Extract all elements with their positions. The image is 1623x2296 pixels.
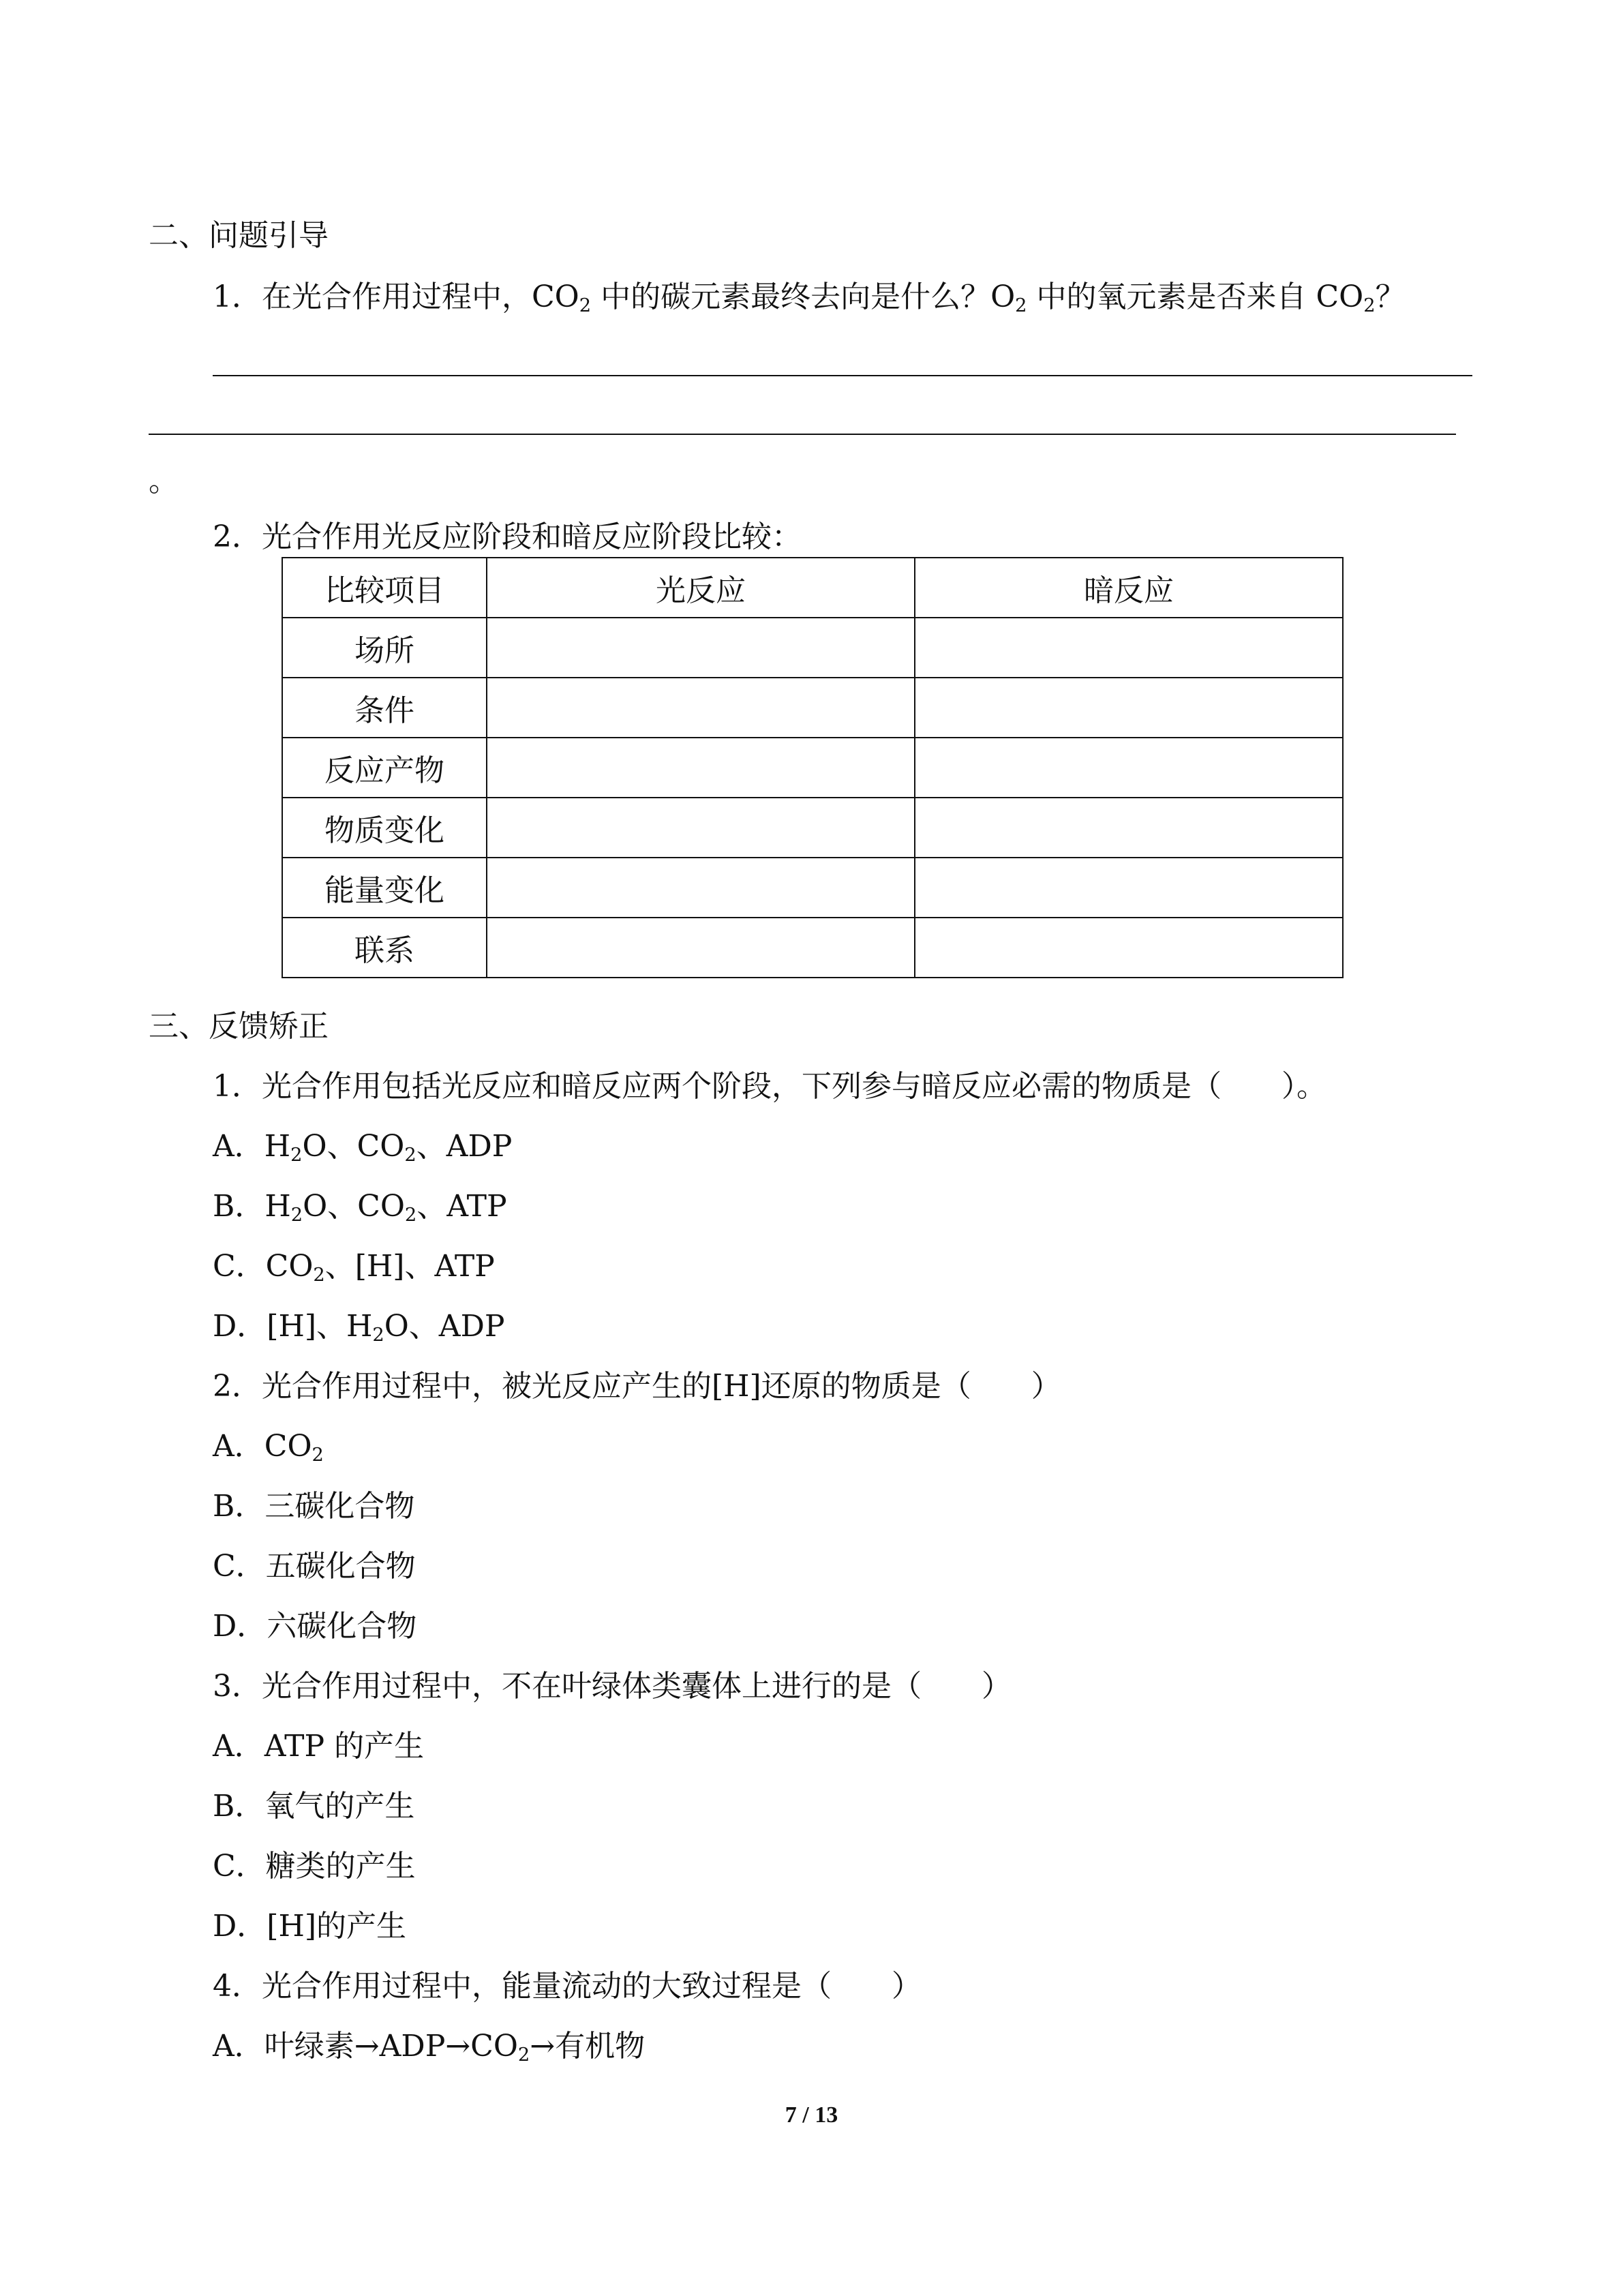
table-row-label: 联系 xyxy=(282,918,487,978)
table-row-label: 反应产物 xyxy=(282,738,487,798)
table-cell-dark[interactable] xyxy=(915,798,1343,858)
table-cell-light[interactable] xyxy=(487,858,915,918)
table-cell-light[interactable] xyxy=(487,798,915,858)
table-header-dark: 暗反应 xyxy=(915,558,1343,618)
table-cell-light[interactable] xyxy=(487,618,915,678)
table-cell-dark[interactable] xyxy=(915,738,1343,798)
table-cell-light[interactable] xyxy=(487,918,915,978)
option-3-1-b[interactable]: B．$H_2O$、$CO_2$、ATP xyxy=(213,1189,507,1226)
table-cell-dark[interactable] xyxy=(915,678,1343,738)
table-row-label: 物质变化 xyxy=(282,798,487,858)
table-row xyxy=(282,858,1343,918)
question-3-4: 4．光合作用过程中，能量流动的大致过程是（ ） xyxy=(213,1969,922,2004)
table-cell-dark[interactable] xyxy=(915,618,1343,678)
table-header-item: 比较项目 xyxy=(282,558,487,618)
option-3-2-d[interactable]: D．六碳化合物 xyxy=(213,1609,417,1644)
table-cell-light[interactable] xyxy=(487,738,915,798)
table-cell-light[interactable] xyxy=(487,678,915,738)
question-3-2: 2．光合作用过程中，被光反应产生的[H]还原的物质是（ ） xyxy=(213,1369,1061,1404)
table-row-label: 条件 xyxy=(282,678,487,738)
option-3-4-a[interactable]: A．叶绿素$\to ADP\to CO_2\to$有机物 xyxy=(213,2029,646,2066)
table-row xyxy=(282,618,1343,678)
option-3-2-c[interactable]: C．五碳化合物 xyxy=(213,1549,416,1584)
option-3-3-c[interactable]: C．糖类的产生 xyxy=(213,1849,416,1884)
option-3-1-d[interactable]: D．[H]、$H_2O$、ADP xyxy=(213,1309,505,1346)
option-3-1-a[interactable]: A．$H_2O$、$CO_2$、ADP xyxy=(213,1129,513,1166)
answer-line-2 xyxy=(149,434,1456,435)
option-3-2-b[interactable]: B．三碳化合物 xyxy=(213,1489,415,1524)
option-3-2-a[interactable]: A．$CO_2$ xyxy=(213,1429,324,1466)
answer-period: 。 xyxy=(149,464,179,498)
question-3-1: 1．光合作用包括光反应和暗反应两个阶段，下列参与暗反应必需的物质是（ ）。 xyxy=(213,1069,1326,1104)
table-header-light: 光反应 xyxy=(487,558,915,618)
table-row-label: 能量变化 xyxy=(282,858,487,918)
page-number: 7 / 13 xyxy=(785,2102,838,2128)
question-2-2: 2．光合作用光反应阶段和暗反应阶段比较： xyxy=(213,519,802,554)
section3-heading: 三、反馈矫正 xyxy=(149,1009,329,1044)
table-row xyxy=(282,738,1343,798)
comparison-table xyxy=(282,557,1344,978)
section2-heading: 二、问题引导 xyxy=(149,218,329,253)
table-row xyxy=(282,918,1343,978)
option-3-1-c[interactable]: C．$CO_2$、[H]、ATP xyxy=(213,1249,495,1286)
option-3-3-b[interactable]: B．氧气的产生 xyxy=(213,1789,415,1824)
table-row xyxy=(282,678,1343,738)
table-row xyxy=(282,798,1343,858)
option-3-3-a[interactable]: A．ATP 的产生 xyxy=(213,1729,425,1764)
option-3-3-d[interactable]: D．[H]的产生 xyxy=(213,1909,406,1944)
table-header-row xyxy=(282,558,1343,618)
question-2-1: 1．在光合作用过程中，$CO_2$ 中的碳元素最终去向是什么？$O_2$ 中的氧元素是否来自 $CO_2$？ xyxy=(213,280,1406,316)
table-cell-dark[interactable] xyxy=(915,918,1343,978)
question-3-3: 3．光合作用过程中，不在叶绿体类囊体上进行的是（ ） xyxy=(213,1669,1012,1704)
table-row-label: 场所 xyxy=(282,618,487,678)
answer-line-1 xyxy=(213,375,1472,376)
table-cell-dark[interactable] xyxy=(915,858,1343,918)
